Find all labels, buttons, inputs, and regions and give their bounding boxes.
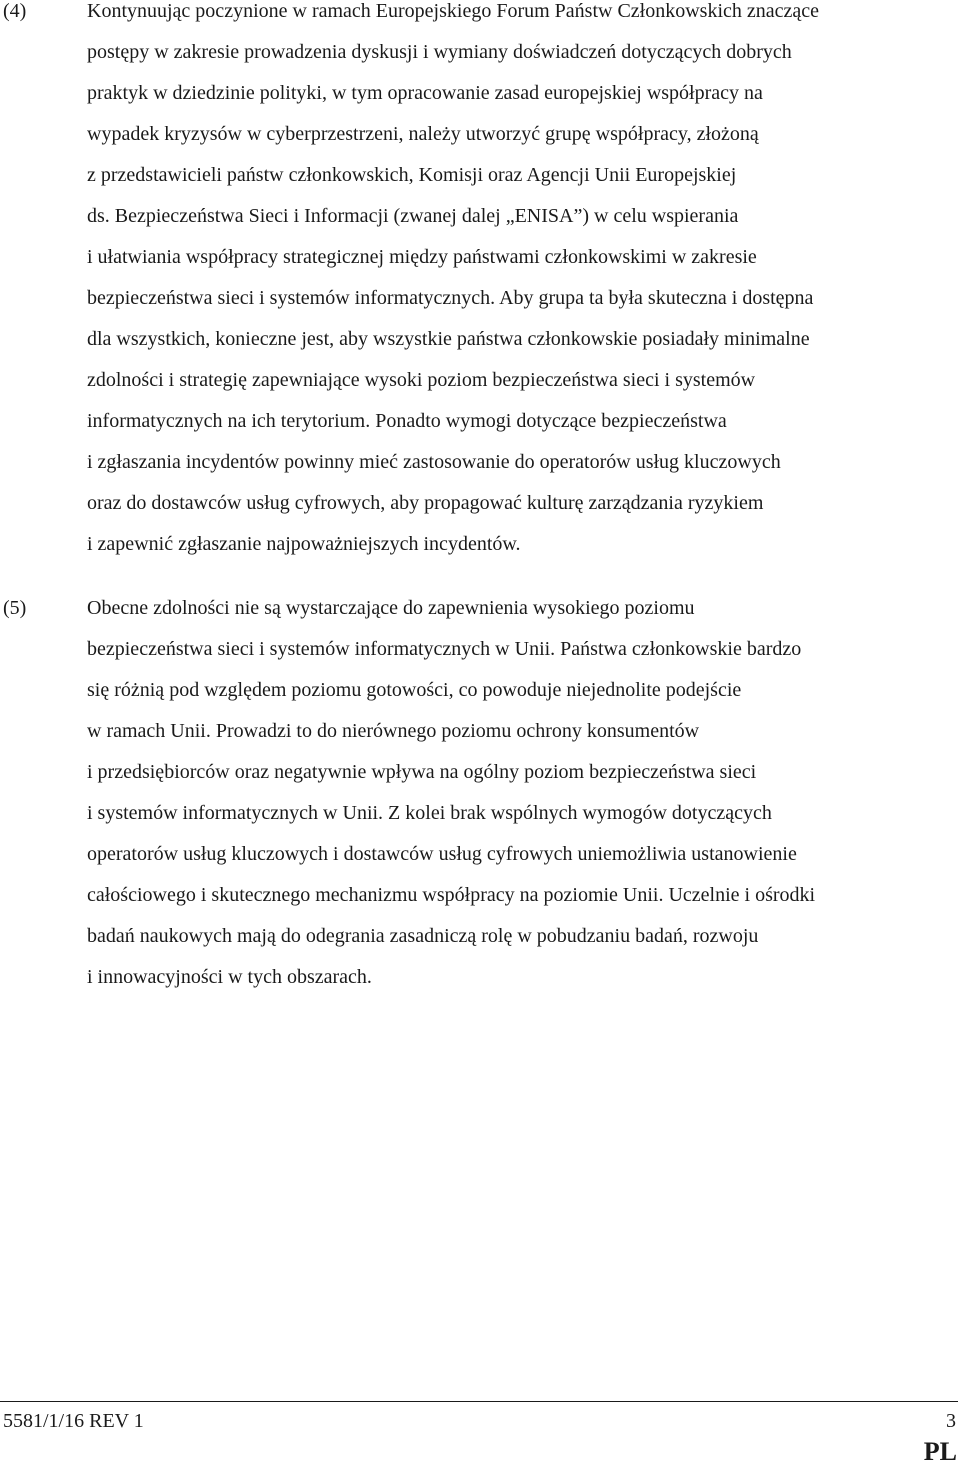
text-line: się różnią pod względem poziomu gotowości, co powoduje niejednolite podejście [87,679,742,701]
text-line: postępy w zakresie prowadzenia dyskusji i wymiany doświadczeń dotyczących dobrych [87,41,792,63]
text-line: badań naukowych mają do odegrania zasadniczą rolę w pobudzaniu badań, rozwoju [87,925,759,947]
document-reference: 5581/1/16 REV 1 [3,1410,144,1432]
text-line: zdolności i strategię zapewniające wysoki poziom bezpieczeństwa sieci i systemów [87,369,756,391]
text-line: bezpieczeństwa sieci i systemów informatycznych. Aby grupa ta była skuteczna i dostępna [87,287,814,309]
text-line: w ramach Unii. Prowadzi to do nierównego poziomu ochrony konsumentów [87,720,700,742]
paragraph-number: (5) [3,597,27,619]
text-line: i zgłaszania incydentów powinny mieć zastosowanie do operatorów usług kluczowych [87,451,781,473]
text-line: oraz do dostawców usług cyfrowych, aby propagować kulturę zarządzania ryzykiem [87,492,764,514]
text-line: i innowacyjności w tych obszarach. [87,966,372,988]
text-line: i systemów informatycznych w Unii. Z kolei brak wspólnych wymogów dotyczących [87,802,772,824]
page-number: 3 [946,1410,956,1432]
paragraph-number: (4) [3,0,27,22]
language-code: PL [923,1437,957,1466]
text-line: praktyk w dziedzinie polityki, w tym opracowanie zasad europejskiej współpracy na [87,82,763,104]
text-line: Obecne zdolności nie są wystarczające do zapewnienia wysokiego poziomu [87,597,695,619]
text-line: wypadek kryzysów w cyberprzestrzeni, należy utworzyć grupę współpracy, złożoną [87,123,759,145]
text-line: ds. Bezpieczeństwa Sieci i Informacji (zwanej dalej „ENISA”) w celu wspierania [87,205,739,227]
text-line: całościowego i skutecznego mechanizmu współpracy na poziomie Unii. Uczelnie i ośrodki [87,884,816,906]
text-line: i ułatwiania współpracy strategicznej między państwami członkowskimi w zakresie [87,246,757,268]
text-line: dla wszystkich, konieczne jest, aby wszystkie państwa członkowskie posiadały minimalne [87,328,810,350]
text-line: operatorów usług kluczowych i dostawców usług cyfrowych uniemożliwia ustanowienie [87,843,797,865]
paragraph-text [87,588,957,998]
text-line: informatycznych na ich terytorium. Ponadto wymogi dotyczące bezpieczeństwa [87,410,727,432]
text-line: z przedstawicieli państw członkowskich, Komisji oraz Agencji Unii Europejskiej [87,164,737,186]
text-line: i zapewnić zgłaszanie najpoważniejszych incydentów. [87,533,521,555]
text-line: Kontynuując poczynione w ramach Europejskiego Forum Państw Członkowskich znaczące [87,0,820,22]
paragraph-text [87,0,957,565]
text-line: i przedsiębiorców oraz negatywnie wpływa na ogólny poziom bezpieczeństwa sieci [87,761,757,783]
text-line: bezpieczeństwa sieci i systemów informatycznych w Unii. Państwa członkowskie bardzo [87,638,802,660]
footer-divider [0,1401,958,1402]
